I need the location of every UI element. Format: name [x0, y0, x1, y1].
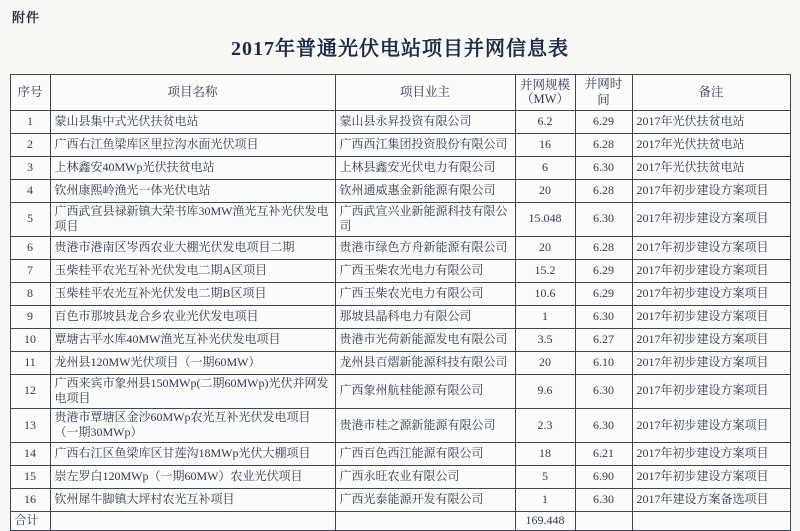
cell-scale: 1	[515, 489, 575, 512]
table-row	[10, 443, 790, 466]
cell-project-name: 百色市那坡县龙合乡农业光伏发电项目	[50, 305, 335, 328]
cell-owner: 贵港市桂之源新能源有限公司	[335, 408, 515, 442]
table-row	[10, 282, 790, 305]
table-total-row	[10, 512, 790, 531]
cell-remark: 2017年初步建设方案项目	[632, 351, 790, 374]
table-row	[10, 156, 790, 179]
cell-index: 7	[10, 259, 50, 282]
cell-owner	[335, 512, 515, 531]
cell-remark: 2017年光伏扶贫电站	[632, 110, 790, 133]
cell-index: 9	[10, 305, 50, 328]
cell-project-name: 钦州犀牛脚镇大坪村农光互补项目	[50, 489, 335, 512]
cell-scale: 18	[515, 443, 575, 466]
header-scale	[515, 75, 575, 111]
cell-remark: 2017年光伏扶贫电站	[632, 133, 790, 156]
grid-connection-table	[10, 74, 791, 531]
cell-owner: 广西玉柴农光电力有限公司	[335, 282, 515, 305]
table-row	[10, 179, 790, 202]
cell-index: 12	[10, 374, 50, 408]
cell-owner: 广西光泰能源开发有限公司	[335, 489, 515, 512]
attachment-label: 附件	[12, 10, 41, 25]
cell-scale: 15.2	[515, 259, 575, 282]
cell-project-name: 贵港市覃塘区金沙60MWp农光互补光伏发电项目（一期30MWp）	[50, 408, 335, 442]
cell-scale: 20	[515, 236, 575, 259]
cell-project-name: 崇左罗白120MWp（一期60MW）农业光伏项目	[50, 466, 335, 489]
cell-remark: 2017年初步建设方案项目	[632, 259, 790, 282]
cell-project-name: 钦州康熙岭渔光一体光伏电站	[50, 179, 335, 202]
cell-remark: 2017年初步建设方案项目	[632, 282, 790, 305]
cell-owner: 钦州通威惠金新能源有限公司	[335, 179, 515, 202]
cell-scale: 6.2	[515, 110, 575, 133]
cell-index: 1	[10, 110, 50, 133]
cell-scale: 16	[515, 133, 575, 156]
cell-scale: 3.5	[515, 328, 575, 351]
cell-scale: 15.048	[515, 202, 575, 236]
table-row	[10, 489, 790, 512]
cell-project-name: 广西来宾市象州县150MWp(二期60MWp)光伏并网发电项目	[50, 374, 335, 408]
cell-remark: 2017年初步建设方案项目	[632, 466, 790, 489]
cell-index: 2	[10, 133, 50, 156]
cell-owner: 龙州县百熠新能源科技有限公司	[335, 351, 515, 374]
cell-owner: 广西百色西江能源有限公司	[335, 443, 515, 466]
cell-owner: 上林县鑫安光伏电力有限公司	[335, 156, 515, 179]
header-project-name: 项目名称	[50, 75, 335, 111]
table-row	[10, 328, 790, 351]
cell-time: 6.30	[575, 408, 632, 442]
cell-project-name: 上林鑫安40MWp光伏扶贫电站	[50, 156, 335, 179]
cell-remark: 2017年初步建设方案项目	[632, 305, 790, 328]
cell-time: 6.28	[575, 133, 632, 156]
cell-owner: 广西武宣兴业新能源科技有限公司	[335, 202, 515, 236]
cell-time: 6.21	[575, 443, 632, 466]
cell-scale: 1	[515, 305, 575, 328]
cell-time: 6.28	[575, 179, 632, 202]
cell-time: 6.10	[575, 351, 632, 374]
cell-time: 6.29	[575, 110, 632, 133]
cell-index: 11	[10, 351, 50, 374]
cell-time: 6.28	[575, 236, 632, 259]
header-index: 序号	[10, 75, 50, 111]
cell-project-name: 覃塘古平水库40MW渔光互补光伏发电项目	[50, 328, 335, 351]
table-row	[10, 236, 790, 259]
cell-owner: 广西象州航桂能源有限公司	[335, 374, 515, 408]
table-row	[10, 305, 790, 328]
cell-remark: 2017年初步建设方案项目	[632, 408, 790, 442]
table-row	[10, 374, 790, 408]
table-row	[10, 259, 790, 282]
header-owner: 项目业主	[335, 75, 515, 111]
cell-index: 16	[10, 489, 50, 512]
cell-remark: 2017年初步建设方案项目	[632, 374, 790, 408]
cell-total-scale: 169.448	[515, 512, 575, 531]
cell-remark: 2017年初步建设方案项目	[632, 179, 790, 202]
cell-project-name: 蒙山县集中式光伏扶贫电站	[50, 110, 335, 133]
cell-index: 10	[10, 328, 50, 351]
cell-time: 6.30	[575, 202, 632, 236]
cell-index: 8	[10, 282, 50, 305]
cell-project-name: 龙州县120MW光伏项目（一期60MW）	[50, 351, 335, 374]
cell-owner: 贵港市光荷新能源发电有限公司	[335, 328, 515, 351]
cell-project-name: 广西右江区鱼梁库区甘莲沟18MWp光伏大棚项目	[50, 443, 335, 466]
cell-index: 15	[10, 466, 50, 489]
cell-scale: 2.3	[515, 408, 575, 442]
cell-time: 6.30	[575, 374, 632, 408]
cell-scale: 5	[515, 466, 575, 489]
cell-time: 6.30	[575, 305, 632, 328]
cell-remark: 2017年初步建设方案项目	[632, 236, 790, 259]
cell-project-name: 广西右江鱼梁库区里拉沟水面光伏项目	[50, 133, 335, 156]
header-scale-line2: （MW）	[521, 92, 569, 107]
cell-total-label: 合计	[10, 512, 50, 531]
cell-project-name: 玉柴桂平农光互补光伏发电二期A区项目	[50, 259, 335, 282]
cell-remark: 2017年初步建设方案项目	[632, 328, 790, 351]
table-row	[10, 133, 790, 156]
cell-index: 13	[10, 408, 50, 442]
header-scale-line1: 并网规模	[519, 77, 570, 92]
cell-scale: 10.6	[515, 282, 575, 305]
cell-scale: 9.6	[515, 374, 575, 408]
cell-time: 6.30	[575, 156, 632, 179]
cell-scale: 20	[515, 179, 575, 202]
table-row	[10, 202, 790, 236]
cell-time: 6.29	[575, 282, 632, 305]
cell-owner: 贵港市绿色方舟新能源有限公司	[335, 236, 515, 259]
cell-remark	[632, 512, 790, 531]
cell-time: 6.30	[575, 489, 632, 512]
cell-owner: 广西西江集团投资股份有限公司	[335, 133, 515, 156]
cell-scale: 20	[515, 351, 575, 374]
cell-owner: 蒙山县永昇投资有限公司	[335, 110, 515, 133]
cell-index: 3	[10, 156, 50, 179]
table-header-row	[10, 75, 790, 111]
cell-scale: 6	[515, 156, 575, 179]
header-remark: 备注	[632, 75, 790, 111]
cell-time	[575, 512, 632, 531]
table-row	[10, 408, 790, 442]
table-row	[10, 351, 790, 374]
cell-time: 6.27	[575, 328, 632, 351]
cell-owner: 广西玉柴农光电力有限公司	[335, 259, 515, 282]
cell-time: 6.90	[575, 466, 632, 489]
cell-remark: 2017年初步建设方案项目	[632, 443, 790, 466]
cell-project-name: 贵港市港南区岑西农业大棚光伏发电项目二期	[50, 236, 335, 259]
cell-index: 6	[10, 236, 50, 259]
table-row	[10, 466, 790, 489]
cell-index: 4	[10, 179, 50, 202]
cell-remark: 2017年初步建设方案项目	[632, 202, 790, 236]
cell-project-name: 玉柴桂平农光互补光伏发电二期B区项目	[50, 282, 335, 305]
page-title: 2017年普通光伏电站项目并网信息表	[231, 38, 569, 60]
cell-project-name	[50, 512, 335, 531]
cell-index: 14	[10, 443, 50, 466]
cell-owner: 那坡县晶科电力有限公司	[335, 305, 515, 328]
cell-remark: 2017年光伏扶贫电站	[632, 156, 790, 179]
cell-project-name: 广西武宣县禄新镇大荣书库30MW渔光互补光伏发电项目	[50, 202, 335, 236]
cell-owner: 广西永旺农业有限公司	[335, 466, 515, 489]
cell-time: 6.29	[575, 259, 632, 282]
header-time: 并网时间	[575, 75, 632, 111]
table-row	[10, 110, 790, 133]
cell-index: 5	[10, 202, 50, 236]
cell-remark: 2017年建设方案备选项目	[632, 489, 790, 512]
